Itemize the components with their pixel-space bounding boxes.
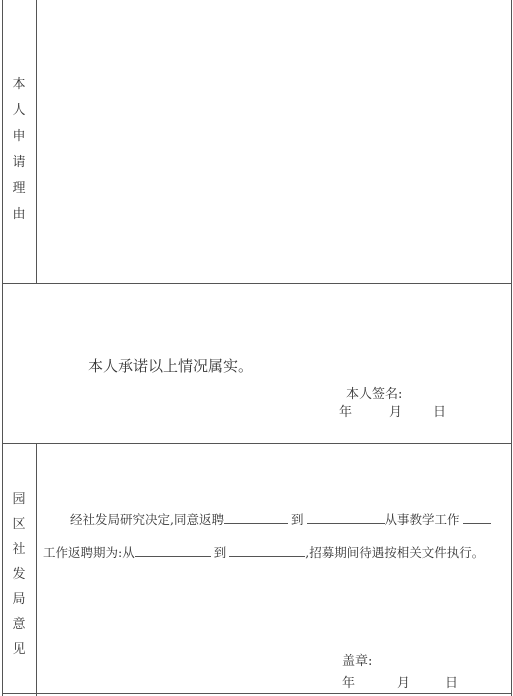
- opinion-text: 到: [213, 545, 227, 560]
- period-end-blank[interactable]: [229, 543, 305, 557]
- opinion-text: 经社发局研究决定,同意返聘: [70, 512, 224, 527]
- row-divider-2: [2, 443, 512, 444]
- label-char: 本: [12, 77, 26, 92]
- pledge-statement: 本人承诺以上情况属实。: [88, 357, 254, 375]
- label-char: 意: [12, 617, 26, 632]
- opinion-date-month: 月: [397, 676, 411, 691]
- label-char: 理: [12, 181, 26, 196]
- opinion-text: 从事教学工作: [384, 512, 460, 527]
- teaching-subject-blank[interactable]: [463, 510, 491, 524]
- signature-label: 本人签名:: [346, 387, 403, 402]
- table-bottom-border: [2, 693, 512, 694]
- opinion-date-day: 日: [445, 676, 459, 691]
- period-start-blank[interactable]: [135, 543, 211, 557]
- label-char: 区: [12, 517, 26, 532]
- label-char: 申: [12, 129, 26, 144]
- opinion-line-2: [43, 543, 484, 561]
- row-divider-1: [2, 283, 512, 284]
- label-char: 由: [12, 207, 26, 222]
- label-char: 人: [12, 103, 26, 118]
- signature-date-month: 月: [389, 405, 403, 420]
- label-char: 请: [12, 155, 26, 170]
- opinion-text: 到: [290, 512, 304, 527]
- table-right-border: [511, 0, 512, 696]
- rehire-person-blank[interactable]: [224, 510, 288, 524]
- label-char: 见: [12, 642, 26, 657]
- signature-date-day: 日: [433, 405, 447, 420]
- signature-field[interactable]: [410, 380, 500, 400]
- rehire-unit-blank[interactable]: [307, 510, 385, 524]
- label-column-divider-bottom: [36, 443, 37, 696]
- seal-field[interactable]: [380, 646, 490, 666]
- opinion-date-year: 年: [342, 676, 356, 691]
- applicant-reason-field[interactable]: [37, 1, 510, 282]
- opinion-line-1: [70, 510, 491, 528]
- label-char: 发: [12, 567, 26, 582]
- label-char: 园: [12, 492, 26, 507]
- label-char: 局: [12, 592, 26, 607]
- table-left-border: [2, 0, 3, 696]
- seal-label: 盖章:: [342, 654, 373, 669]
- bureau-opinion-label: [8, 487, 30, 662]
- opinion-text: ,招募期间待遇按相关文件执行。: [305, 545, 485, 560]
- applicant-reason-label: [8, 72, 30, 228]
- opinion-text: 工作返聘期为:从: [43, 545, 135, 560]
- signature-date-year: 年: [339, 405, 353, 420]
- label-char: 社: [12, 542, 26, 557]
